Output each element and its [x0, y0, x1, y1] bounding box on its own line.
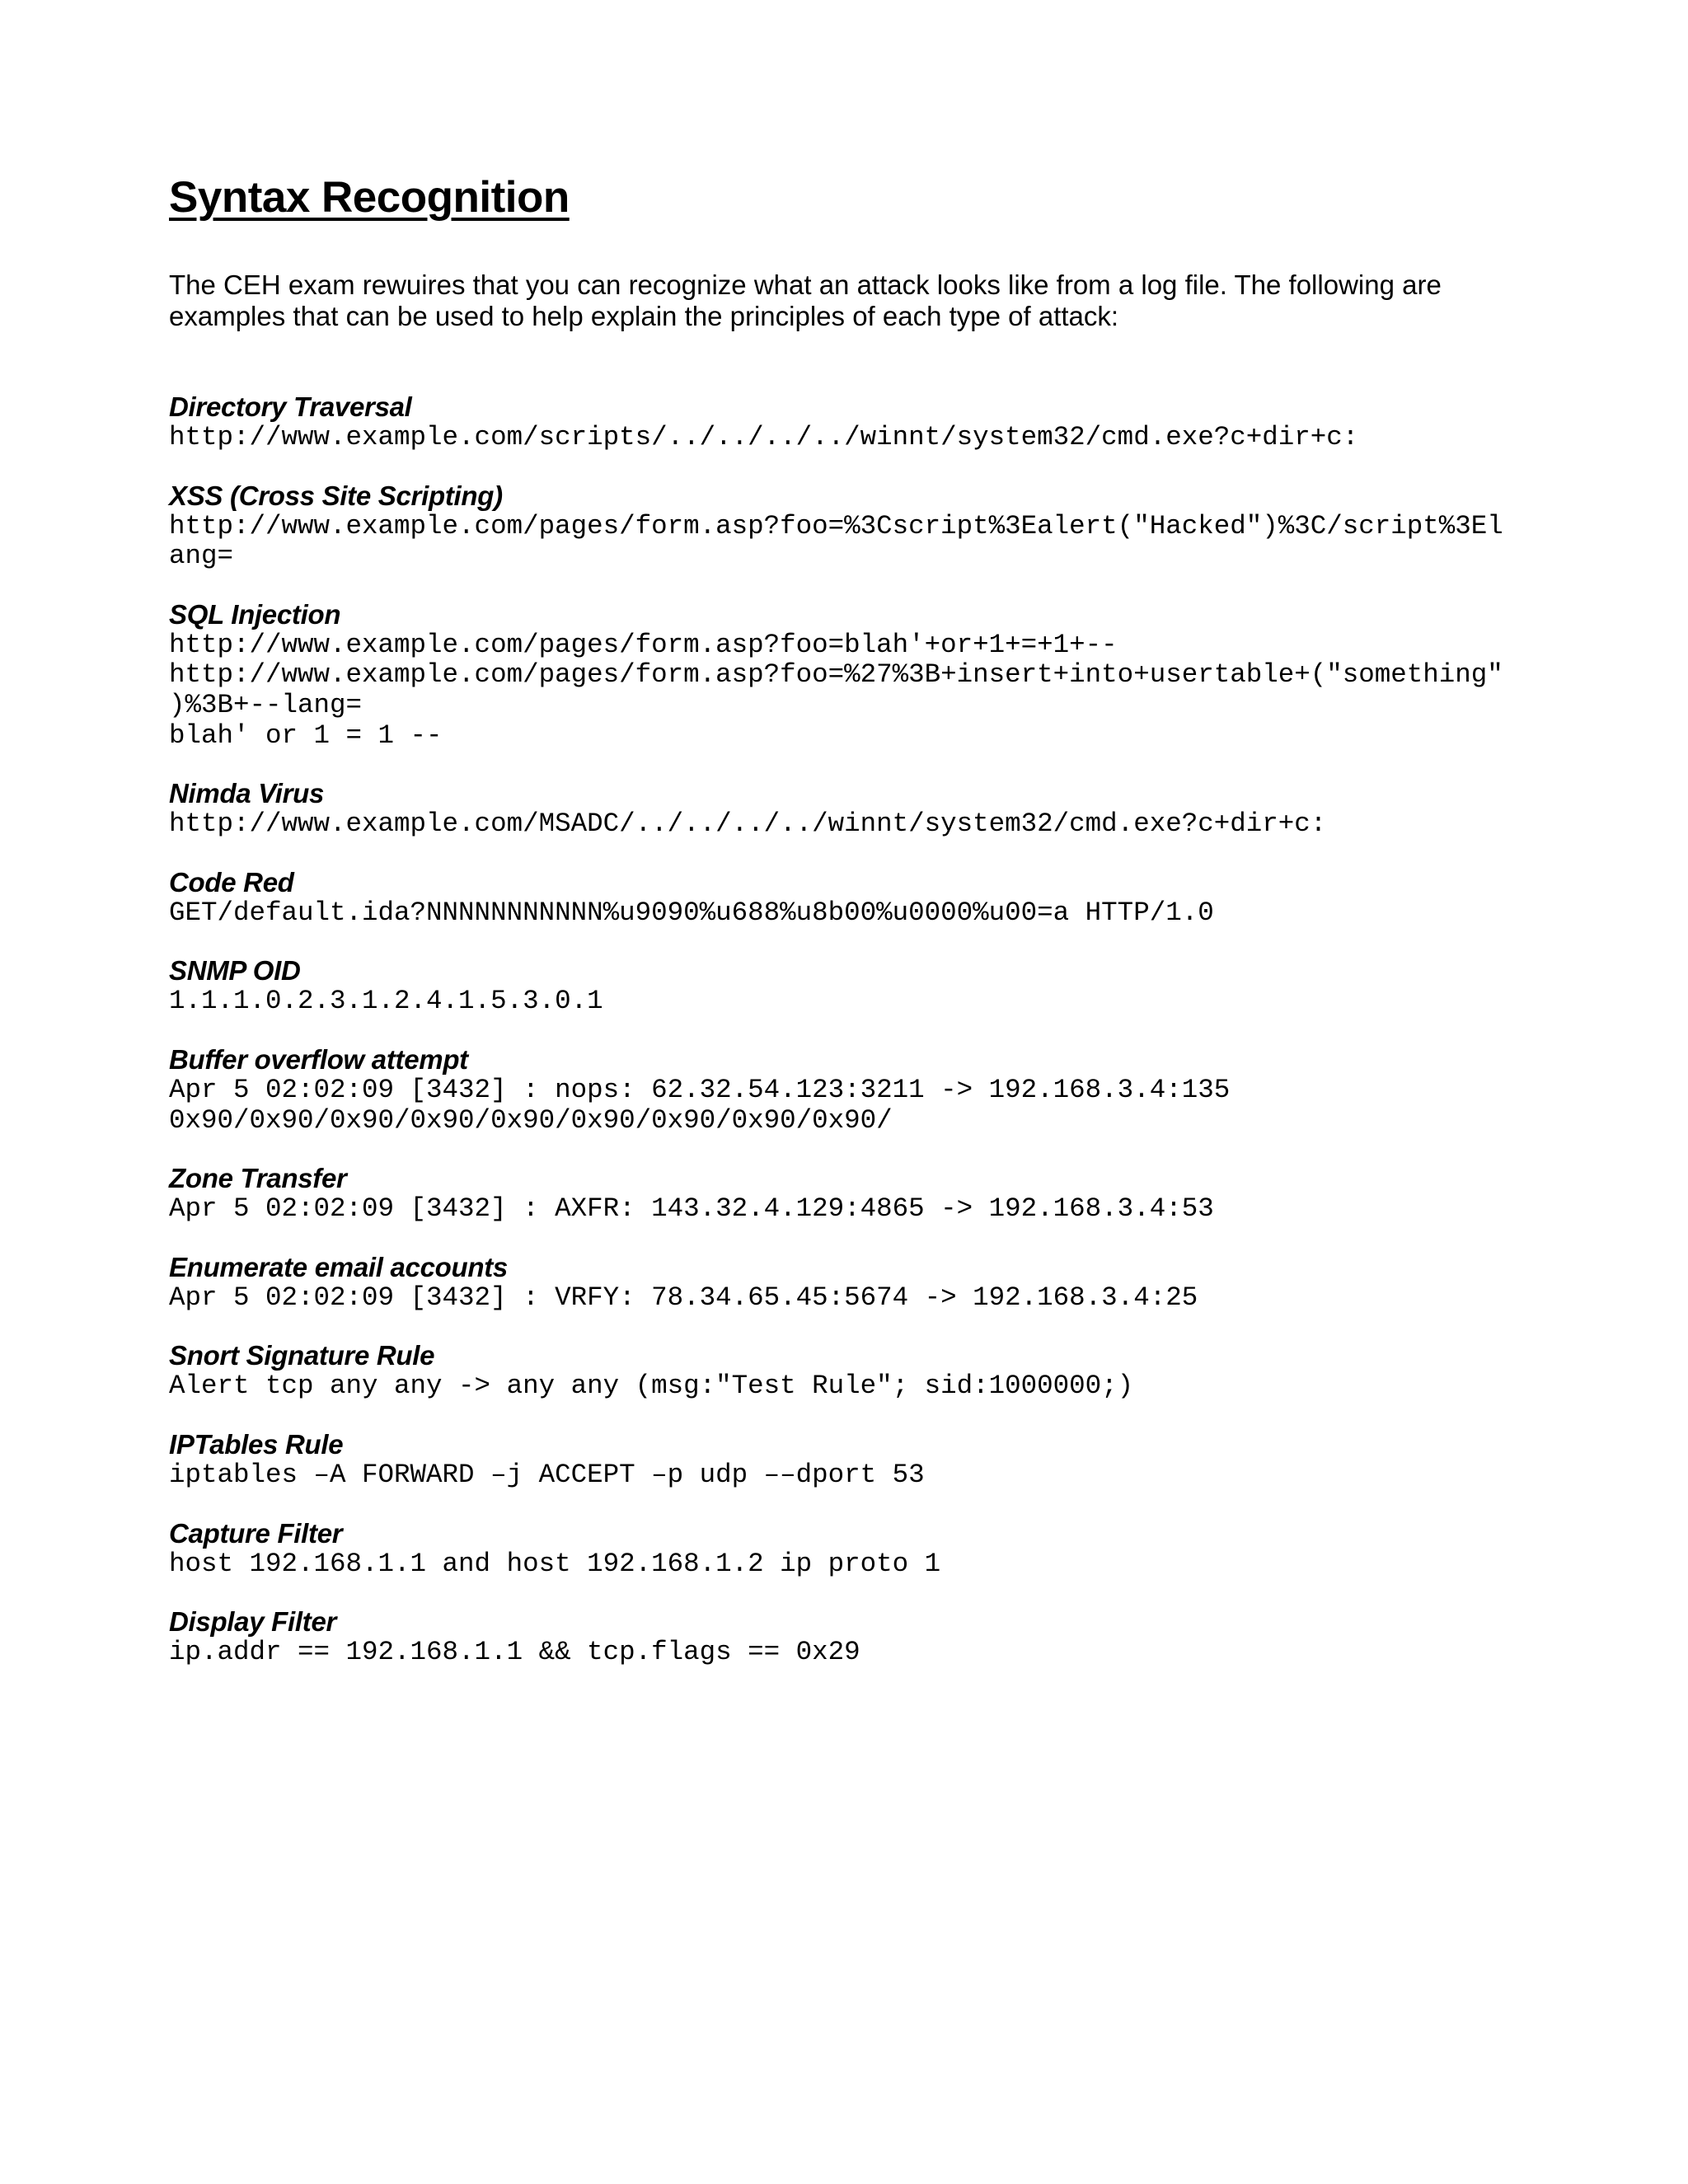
attack-heading: Zone Transfer: [169, 1163, 347, 1194]
log-example-line: http://www.example.com/pages/form.asp?foo=%3Cscript%3Ealert("Hacked")%3C/script%3El: [169, 510, 1503, 541]
attack-heading: IPTables Rule: [169, 1428, 344, 1460]
attack-heading: Capture Filter: [169, 1517, 343, 1549]
attack-example: [169, 391, 1521, 453]
log-example-line: Alert tcp any any -> any any (msg:"Test Rule"; sid:1000000;): [169, 1371, 1134, 1402]
log-example-line: 1.1.1.0.2.3.1.2.4.1.5.3.0.1: [169, 986, 603, 1017]
log-example-line: )%3B+--lang=: [169, 689, 363, 720]
log-example-line: ang=: [169, 541, 234, 572]
attack-example: [169, 1518, 1521, 1580]
attack-examples-list: [169, 391, 1521, 1668]
log-example-line: host 192.168.1.1 and host 192.168.1.2 ip proto 1: [169, 1548, 941, 1579]
attack-example: [169, 1044, 1521, 1136]
log-example-line: GET/default.ida?NNNNNNNNNNN%u9090%u688%u8b00%u0000%u00=a HTTP/1.0: [169, 897, 1214, 928]
attack-heading: Directory Traversal: [169, 391, 412, 422]
log-example-line: iptables –A FORWARD –j ACCEPT –p udp ––dport 53: [169, 1459, 925, 1490]
log-example-line: Apr 5 02:02:09 [3432] : AXFR: 143.32.4.129:4865 -> 192.168.3.4:53: [169, 1193, 1214, 1225]
log-example-line: Apr 5 02:02:09 [3432] : VRFY: 78.34.65.45:5674 -> 192.168.3.4:25: [169, 1282, 1198, 1313]
log-example-line: http://www.example.com/pages/form.asp?foo=%27%3B+insert+into+usertable+("something": [169, 659, 1503, 691]
page-title: Syntax Recognition: [169, 173, 570, 222]
attack-heading: Enumerate email accounts: [169, 1251, 508, 1282]
log-example-line: Apr 5 02:02:09 [3432] : nops: 62.32.54.123:3211 -> 192.168.3.4:135: [169, 1074, 1231, 1105]
log-example-line: blah' or 1 = 1 --: [169, 719, 443, 751]
attack-heading: Display Filter: [169, 1606, 337, 1638]
attack-example: [169, 1429, 1521, 1491]
log-example-line: http://www.example.com/scripts/../../../../winnt/system32/cmd.exe?c+dir+c:: [169, 422, 1359, 452]
attack-heading: Snort Signature Rule: [169, 1340, 435, 1371]
attack-example: [169, 778, 1521, 840]
attack-heading: SQL Injection: [169, 598, 341, 630]
attack-example: [169, 1163, 1521, 1225]
attack-heading: XSS (Cross Site Scripting): [169, 480, 503, 511]
log-example-line: ip.addr == 192.168.1.1 && tcp.flags == 0x29: [169, 1637, 860, 1668]
attack-example: [169, 599, 1521, 751]
attack-example: [169, 955, 1521, 1017]
attack-heading: SNMP OID: [169, 955, 301, 987]
document-page: [169, 169, 1521, 1695]
attack-example: [169, 867, 1521, 929]
attack-heading: Buffer overflow attempt: [169, 1043, 468, 1075]
attack-heading: Nimda Virus: [169, 778, 325, 809]
log-example-line: http://www.example.com/pages/form.asp?foo=blah'+or+1+=+1+--: [169, 629, 1118, 660]
attack-example: [169, 1340, 1521, 1402]
attack-example: [169, 1252, 1521, 1314]
attack-heading: Code Red: [169, 866, 294, 898]
attack-example: [169, 480, 1521, 572]
log-example-line: http://www.example.com/MSADC/../../../../winnt/system32/cmd.exe?c+dir+c:: [169, 808, 1327, 840]
intro-paragraph: The CEH exam rewuires that you can recognize what an attack looks like from a log file. The following are examples that can be used to help explain the principles of each type of attack:: [169, 269, 1442, 331]
attack-example: [169, 1606, 1521, 1668]
log-example-line: 0x90/0x90/0x90/0x90/0x90/0x90/0x90/0x90/0x90/: [169, 1104, 893, 1136]
